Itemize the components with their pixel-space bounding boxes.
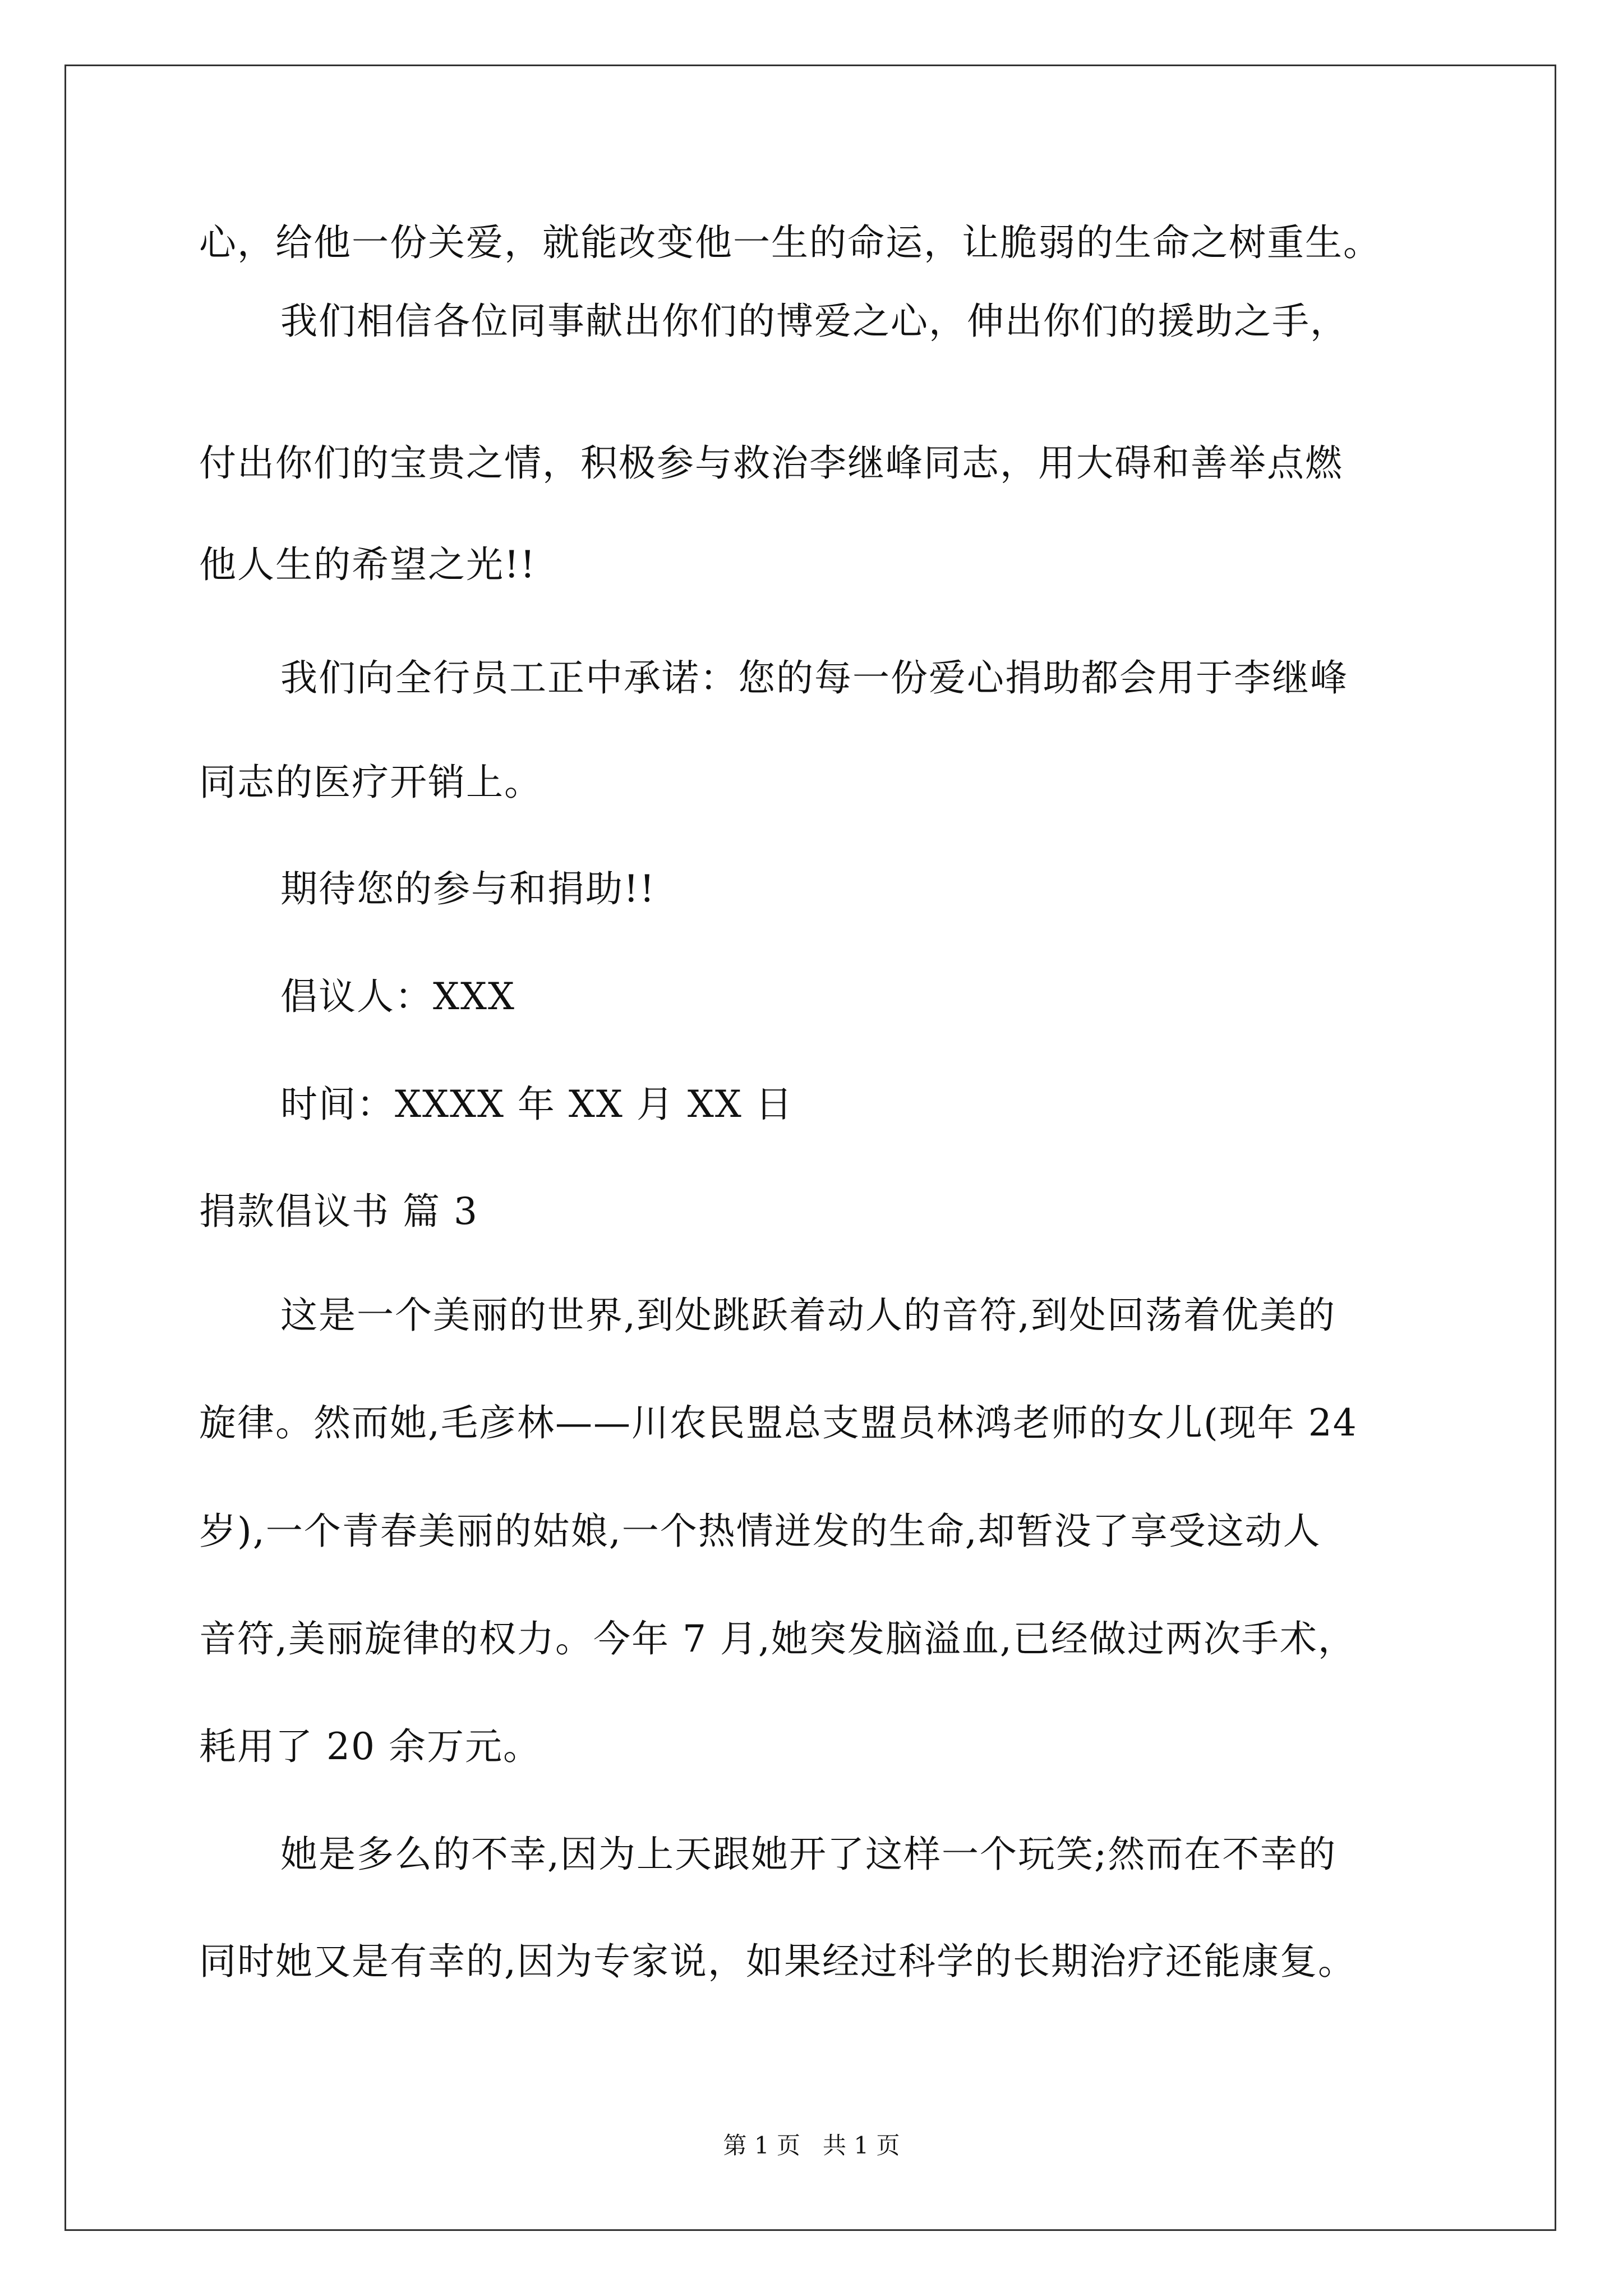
body-line: 我们相信各位同事献出你们的博爱之心，伸出你们的援助之手， (280, 300, 1348, 343)
section-heading: 捐款倡议书 篇 3 (199, 1190, 478, 1233)
body-line: 同志的医疗开销上。 (199, 761, 542, 804)
body-line: 耗用了 20 余万元。 (199, 1725, 541, 1768)
body-line: 期待您的参与和捐助!! (280, 867, 656, 910)
body-line: 岁),一个青春美丽的姑娘,一个热情迸发的生命,却暂没了享受这动人 (199, 1510, 1321, 1553)
body-line: 音符,美丽旋律的权力。今年 7 月,她突发脑溢血,已经做过两次手术， (199, 1617, 1356, 1660)
date-line: 时间：XXXX 年 XX 月 XX 日 (280, 1083, 794, 1126)
body-line: 他人生的希望之光!! (199, 543, 537, 586)
body-line: 同时她又是有幸的,因为专家说，如果经过科学的长期治疗还能康复。 (199, 1940, 1356, 1983)
body-line: 心，给他一份关爱，就能改变他一生的命运，让脆弱的生命之树重生。 (199, 221, 1381, 264)
signature-line: 倡议人：XXX (280, 975, 515, 1018)
body-line: 付出你们的宝贵之情，积极参与救治李继峰同志，用大碍和善举点燃 (199, 441, 1343, 485)
page-number: 第 1 页 共 1 页 (723, 2132, 900, 2159)
body-line: 这是一个美丽的世界,到处跳跃着动人的音符,到处回荡着优美的 (280, 1294, 1336, 1337)
page-border (64, 65, 1556, 2231)
body-line: 旋律。然而她,毛彦林——川农民盟总支盟员林鸿老师的女儿(现年 24 (199, 1401, 1358, 1444)
body-line: 我们向全行员工正中承诺：您的每一份爱心捐助都会用于李继峰 (280, 656, 1348, 700)
body-line: 她是多么的不幸,因为上天跟她开了这样一个玩笑;然而在不幸的 (280, 1833, 1337, 1876)
